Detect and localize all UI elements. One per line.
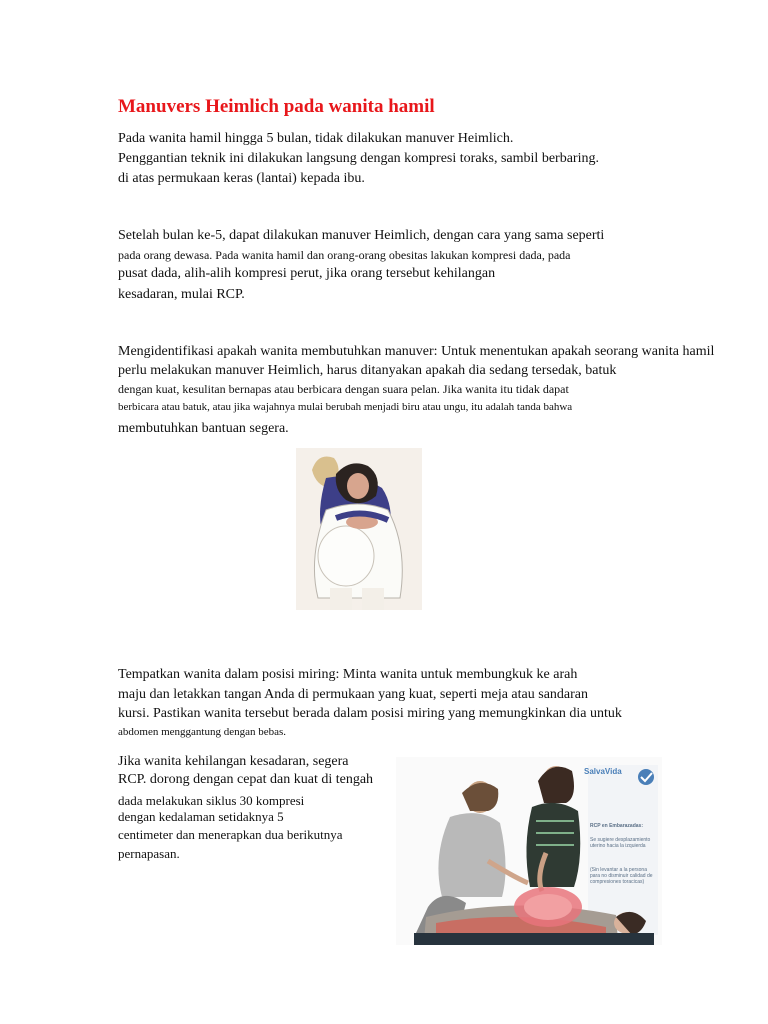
page-title: Manuvers Heimlich pada wanita hamil	[118, 96, 435, 117]
paragraph-2-line: kesadaran, mulai RCP.	[118, 287, 245, 302]
paragraph-4-line: Tempatkan wanita dalam posisi miring: Minta wanita untuk membungkuk ke arah	[118, 667, 578, 682]
paragraph-1-line: Penggantian teknik ini dilakukan langsung dengan kompresi toraks, sambil berbaring.	[118, 151, 599, 166]
paragraph-5-line: pernapasan.	[118, 846, 180, 861]
paragraph-5-line: Jika wanita kehilangan kesadaran, segera	[118, 754, 349, 769]
paragraph-2-line: pusat dada, alih-alih kompresi perut, jika orang tersebut kehilangan	[118, 266, 496, 281]
paragraph-4-line: kursi. Pastikan wanita tersebut berada dalam posisi miring yang memungkinkan dia untuk	[118, 706, 622, 721]
paragraph-5-line: dada melakukan siklus 30 kompresi	[118, 793, 305, 808]
paragraph-3-line: Mengidentifikasi apakah wanita membutuhkan manuver: Untuk menentukan apakah seorang wanita hamil	[118, 344, 715, 359]
cpr-pregnant-photo	[396, 757, 662, 945]
paragraph-5-line: centimeter dan menerapkan dua berikutnya	[118, 827, 343, 842]
paragraph-3-line: berbicara atau batuk, atau jika wajahnya mulai berubah menjadi biru atau ungu, itu adalah tanda bahwa	[118, 401, 573, 413]
heimlich-pregnant-illustration	[296, 448, 422, 610]
panel-heading: RCP en Embarazadas:	[590, 823, 643, 829]
panel-text: Se sugiere desplazamiento uterino hacia la izquierda	[590, 837, 651, 849]
panel-note: (Sin levantar a la persona para no disminuir calidad de compresiones toracicas)	[590, 867, 653, 885]
paragraph-3-line: membutuhkan bantuan segera.	[118, 421, 289, 436]
paragraph-2-line: pada orang dewasa. Pada wanita hamil dan orang-orang obesitas lakukan kompresi dada, pada	[118, 248, 571, 262]
paragraph-3-line: dengan kuat, kesulitan bernapas atau berbicara dengan suara pelan. Jika wanita itu tidak dapat	[118, 382, 569, 396]
paragraph-1-line: di atas permukaan keras (lantai) kepada ibu.	[118, 171, 365, 186]
paragraph-2-line: Setelah bulan ke-5, dapat dilakukan manuver Heimlich, dengan cara yang sama seperti	[118, 228, 605, 243]
paragraph-4-line: maju dan letakkan tangan Anda di permukaan yang kuat, seperti meja atau sandaran	[118, 687, 588, 702]
brand-logo: SalvaVida	[584, 767, 622, 776]
paragraph-1-line: Pada wanita hamil hingga 5 bulan, tidak dilakukan manuver Heimlich.	[118, 131, 514, 146]
paragraph-5-line: dengan kedalaman setidaknya 5	[118, 809, 284, 824]
paragraph-3-line: perlu melakukan manuver Heimlich, harus ditanyakan apakah dia sedang tersedak, batuk	[118, 363, 617, 378]
paragraph-5-line: RCP. dorong dengan cepat dan kuat di tengah	[118, 772, 374, 787]
paragraph-4-line: abdomen menggantung dengan bebas.	[118, 726, 287, 738]
